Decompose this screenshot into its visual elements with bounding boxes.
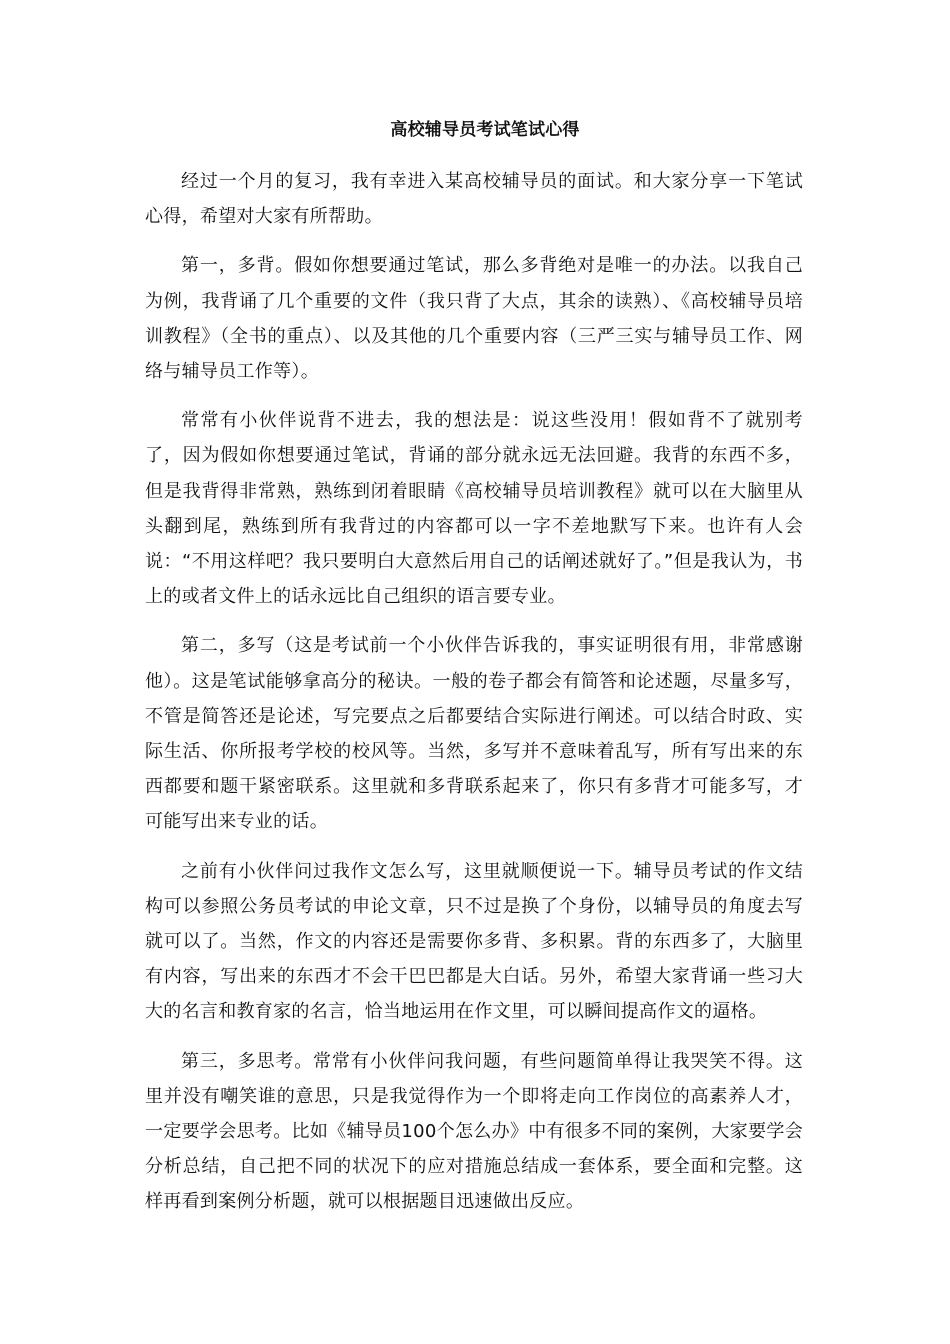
paragraph-point-two: 第二，多写（这是考试前一个小伙伴告诉我的，事实证明很有用，非常感谢他）。这是笔试能够拿高分的秘诀。一般的卷子都会有简答和论述题，尽量多写，不管是简答还是论述，写完要点之后都要结合实际进行阐述。可以结合时政、实际生活、你所报考学校的校风等。当然，多写并不意味着乱写，所有写出来的东西都要和题干紧密联系。这里就和多背联系起来了，你只有多背才可能多写，才可能写出来专业的话。 [145, 635, 803, 833]
document-title: 高校辅导员考试笔试心得 [390, 120, 580, 140]
paragraph-point-three: 第三，多思考。常常有小伙伴问我问题，有些问题简单得让我哭笑不得。这里并没有嘲笑谁的意思，只是我觉得作为一个即将走向工作岗位的高素养人才，一定要学会思考。比如《辅导员100个怎么办》中有很多不同的案例，大家要学会分析总结，自己把不同的状况下的应对措施总结成一套体系，要全面和完整。这样再看到案例分析题，就可以根据题目迅速做出反应。 [145, 1050, 803, 1213]
document-body [145, 164, 803, 1234]
paragraph-intro: 经过一个月的复习，我有幸进入某高校辅导员的面试。和大家分享一下笔试心得，希望对大家有所帮助。 [145, 171, 803, 228]
paragraph-essay-advice: 之前有小伙伴问过我作文怎么写，这里就顺便说一下。辅导员考试的作文结构可以参照公务员考试的申论文章，只不过是换了个身份，以辅导员的角度去写就可以了。当然，作文的内容还是需要你多背、多积累。背的东西多了，大脑里有内容，写出来的东西才不会干巴巴都是大白话。另外，希望大家背诵一些习大大的名言和教育家的名言，恰当地运用在作文里，可以瞬间提高作文的逼格。 [145, 860, 803, 1023]
paragraph-point-one: 第一，多背。假如你想要通过笔试，那么多背绝对是唯一的办法。以我自己为例，我背诵了几个重要的文件（我只背了大点，其余的读熟）、《高校辅导员培训教程》（全书的重点）、以及其他的几个重要内容（三严三实与辅导员工作、网络与辅导员工作等）。 [145, 255, 803, 383]
paragraph-memorize-detail: 常常有小伙伴说背不进去，我的想法是：说这些没用！假如背不了就别考了，因为假如你想要通过笔试，背诵的部分就永远无法回避。我背的东西不多，但是我背得非常熟，熟练到闭着眼睛《高校辅导员培训教程》就可以在大脑里从头翻到尾，熟练到所有我背过的内容都可以一字不差地默写下来。也许有人会说：“不用这样吧？我只要明白大意然后用自己的话阐述就好了。”但是我认为，书上的或者文件上的话永远比自己组织的语言要专业。 [145, 410, 803, 608]
